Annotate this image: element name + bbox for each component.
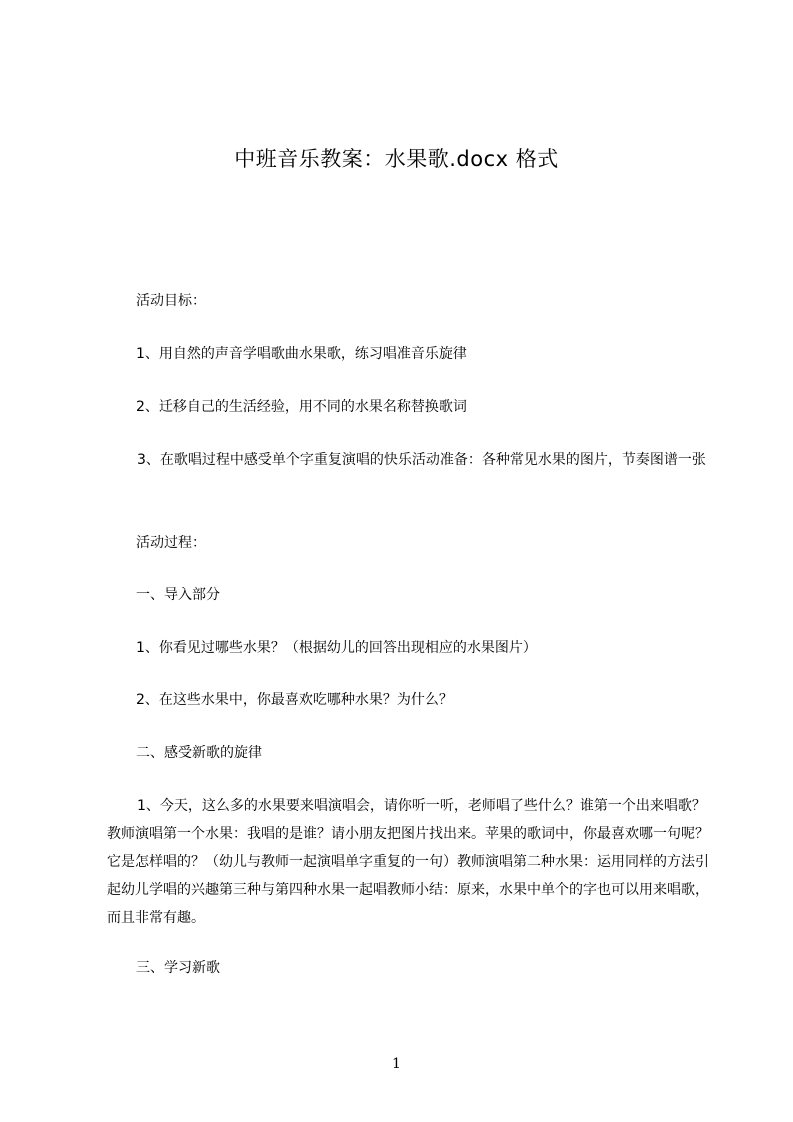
- question-1: 1、你看见过哪些水果？（根据幼儿的回答出现相应的水果图片）: [136, 640, 537, 656]
- goal-item-1: 1、用自然的声音学唱歌曲水果歌，练习唱准音乐旋律: [136, 346, 467, 362]
- question-2: 2、在这些水果中，你最喜欢吃哪种水果？为什么？: [136, 692, 453, 708]
- section-heading-1: 一、导入部分: [136, 587, 220, 603]
- goal-item-2: 2、迁移自己的生活经验，用不同的水果名称替换歌词: [136, 399, 467, 415]
- process-heading: 活动过程：: [136, 535, 206, 551]
- goal-heading: 活动目标：: [136, 293, 206, 309]
- goal-item-3: [107, 446, 711, 474]
- goal-item-3-text: 3、在歌唱过程中感受单个字重复演唱的快乐活动准备：各种常见水果的图片，节奏图谱一张: [137, 452, 706, 468]
- melody-paragraph-text: 1、今天，这么多的水果要来唱演唱会，请你听一听，老师唱了些什么？谁第一个出来唱歌？教师演唱第一个水果：我唱的是谁？请小朋友把图片找出来。苹果的歌词中，你最喜欢哪一句呢？它是怎样唱的？（幼儿与教师一起演唱单字重复的一句）教师演唱第二种水果：运用同样的方法引起幼儿学唱的兴趣第三种与第四种水果一起唱教师小结：原来，水果中单个的字也可以用来唱歌，而且非常有趣。: [107, 798, 709, 926]
- document-title: 中班音乐教案：水果歌.docx 格式: [234, 147, 559, 171]
- page-number: 1: [392, 1056, 401, 1072]
- section-heading-2: 二、感受新歌的旋律: [136, 745, 262, 761]
- section-heading-3: 三、学习新歌: [136, 960, 220, 976]
- melody-paragraph: [107, 792, 711, 932]
